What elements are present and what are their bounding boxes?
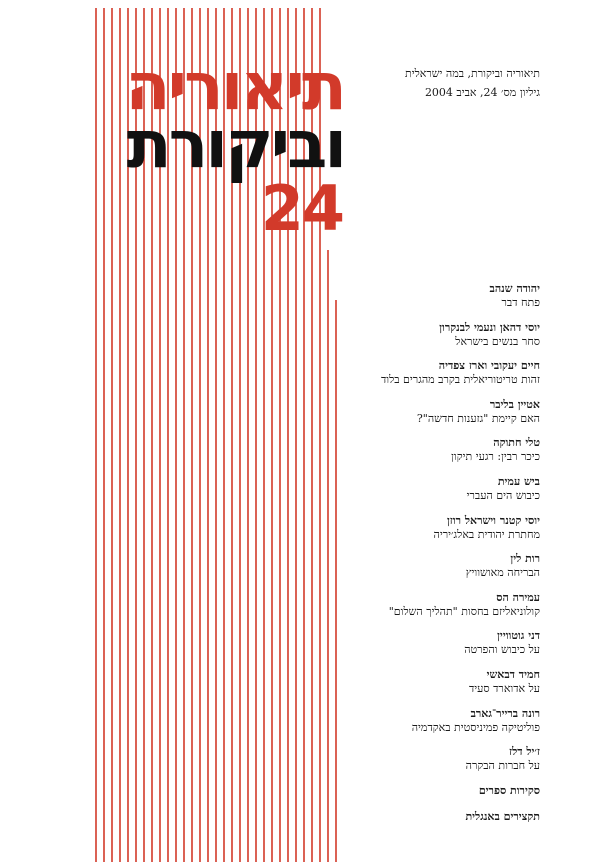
toc-entry <box>320 552 540 580</box>
toc-entry <box>320 591 540 619</box>
toc-title: כיבוש הים העברי <box>466 488 540 502</box>
toc-entry <box>320 514 540 542</box>
toc-entry <box>320 745 540 773</box>
toc-title: פתח דבר <box>501 296 540 309</box>
toc-author: רות לין <box>510 552 540 566</box>
toc-author: חיים יעקובי וארז צפדיה <box>438 359 540 373</box>
toc-entry <box>320 629 540 657</box>
toc-entry <box>320 282 540 310</box>
toc-entry <box>320 359 540 387</box>
toc-title: הבריחה מאושוויץ <box>465 566 540 580</box>
toc-author: עמירה הס <box>496 590 540 604</box>
toc-entry <box>320 668 540 696</box>
toc-title: על אדוארד סעיד <box>468 681 540 695</box>
issue-number: 24 <box>260 172 343 245</box>
toc-author: יהודה שנהב <box>489 282 540 295</box>
toc-author: רונה ברייר־גארב <box>470 706 540 720</box>
toc-title: האם קיימת "גזענות חדשה"? <box>416 411 540 425</box>
toc-author: ביש עמית <box>497 474 540 488</box>
toc-author: דני גוטוויין <box>497 629 540 643</box>
toc-entry <box>320 475 540 503</box>
toc-title: זהות טריטוריאלית בקרב מהגרים בלוד <box>381 373 540 387</box>
toc-entry <box>320 398 540 426</box>
toc-title: סחר בנשים בישראל <box>455 334 540 348</box>
toc-section-book-reviews: סקירות ספרים <box>478 783 540 797</box>
toc-author: טלי חתוקה <box>493 436 540 450</box>
toc-section-english-abstracts: תקצירים באנגלית <box>465 809 540 823</box>
toc-entry <box>320 321 540 349</box>
issue-info: גיליון מס׳ 24, אביב 2004 <box>424 86 540 99</box>
toc-entry <box>320 436 540 464</box>
magazine-title-line2: וביקורת <box>126 106 344 183</box>
toc-title: על חברות הבקרה <box>465 759 540 773</box>
magazine-title-line1: תיאוריה <box>125 48 344 125</box>
toc-title: על כיבוש והפרטה <box>464 643 540 657</box>
toc-title: כיכר רבין: רגעי תיקון <box>451 450 540 464</box>
toc-title: מחתרת יהודית באלג׳יריה <box>433 527 540 541</box>
toc-entry <box>320 707 540 735</box>
toc-author: חמיד דבאשי <box>486 667 540 681</box>
toc-author: אטיין בליבר <box>489 397 540 411</box>
toc-author: יוסי קטנר וישראל רוזן <box>446 513 540 527</box>
publication-name: תיאוריה וביקורת, במה ישראלית <box>405 67 540 80</box>
toc-author: ז׳יל דלז <box>509 745 540 759</box>
toc-author: יוסי דהאן ונעמי לבנקרון <box>439 320 540 334</box>
toc-title: קולוניאליזם בחסות "תהליך השלום" <box>388 604 540 618</box>
table-of-contents <box>320 282 540 836</box>
toc-title: פוליטיקה פמיניסטית באקדמיה <box>411 720 540 734</box>
